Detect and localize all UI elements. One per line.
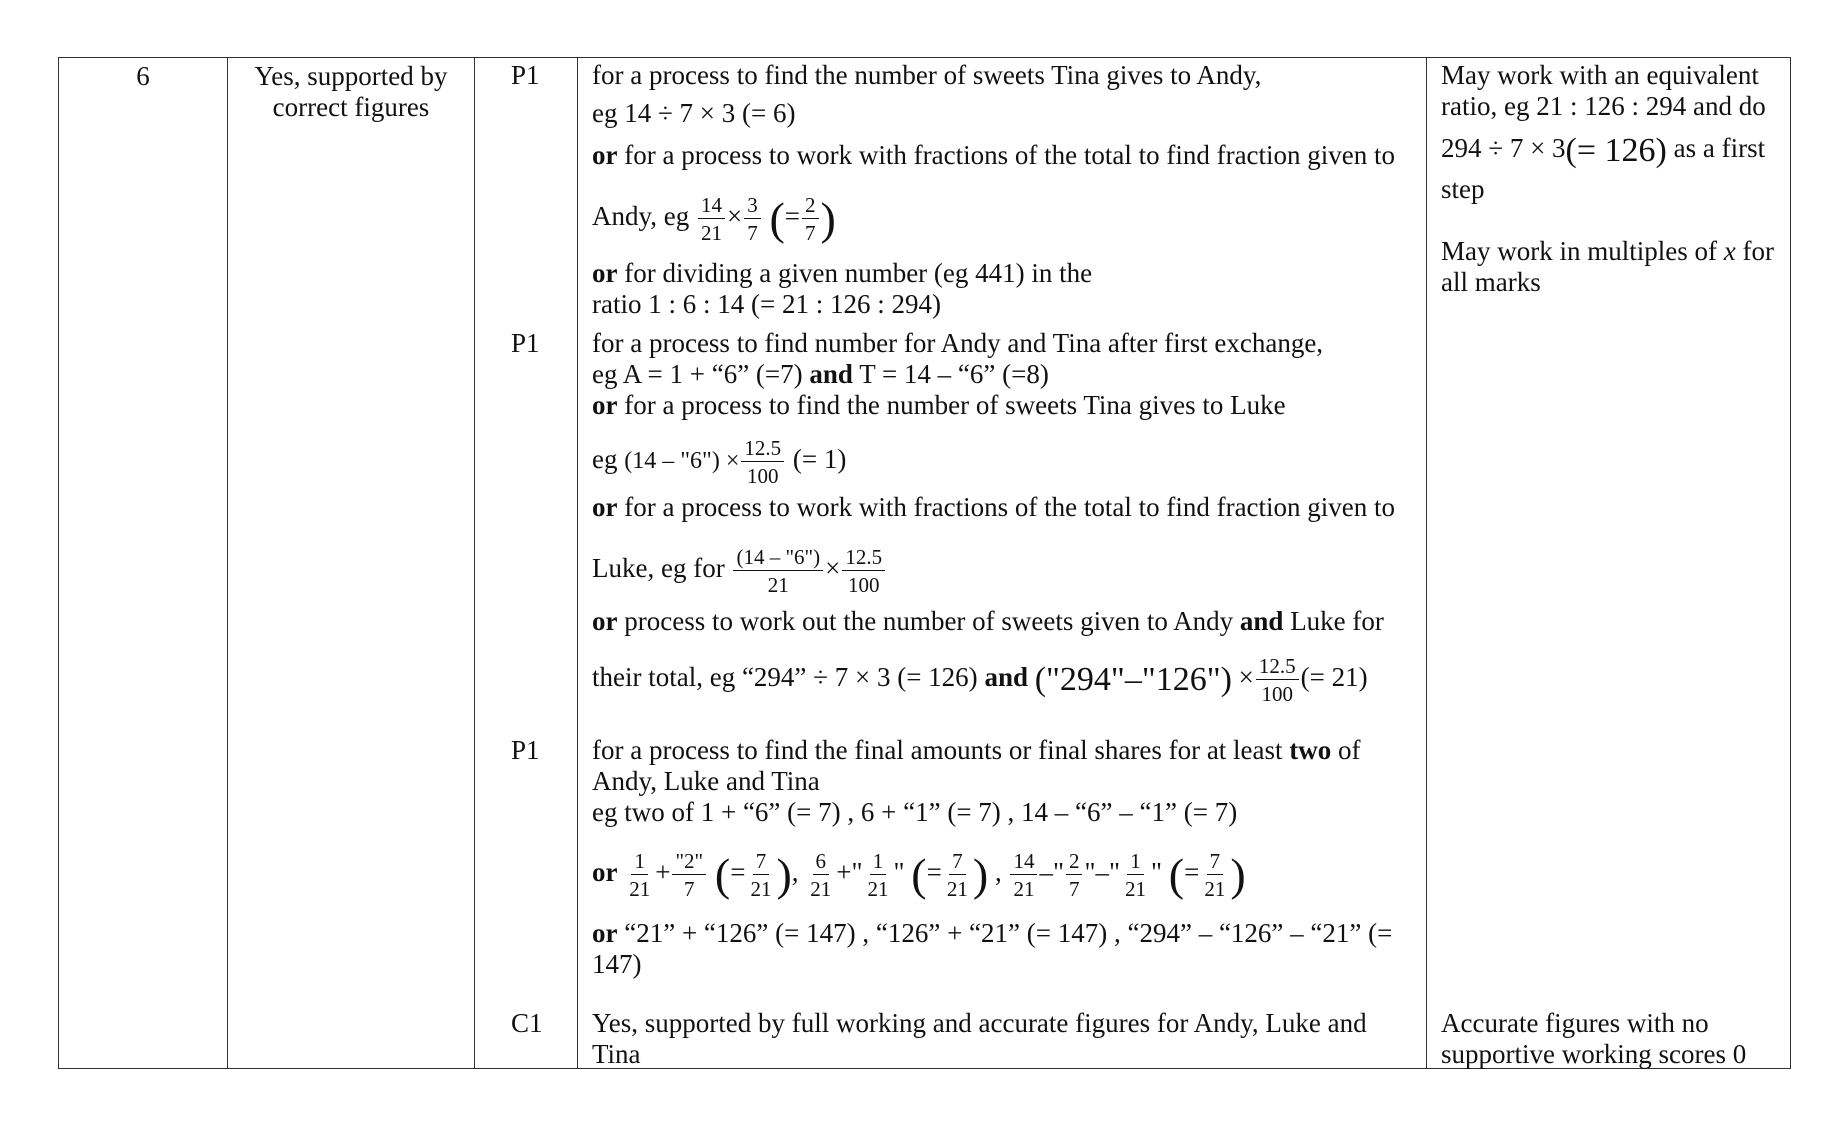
- fraction-denominator: 7: [805, 220, 816, 245]
- note1-line2: ratio, eg 21 : 126 : 294 and do: [1441, 91, 1766, 121]
- p1a-line2: eg 14 ÷ 7 × 3 (= 6): [592, 98, 796, 128]
- fraction-denominator: 7: [747, 220, 758, 245]
- note1-line3: [1441, 128, 1765, 171]
- fraction-numerator: 7: [949, 850, 966, 875]
- note2-line1: [1441, 236, 1774, 267]
- p1b-line5b: Luke for: [1290, 606, 1384, 636]
- right-paren: ): [1230, 848, 1246, 900]
- fraction: [744, 194, 761, 244]
- note2-x: x: [1723, 236, 1736, 266]
- fraction-denominator: 7: [1068, 876, 1080, 901]
- fraction-numerator: 12.5: [741, 437, 784, 462]
- question-number-cell: [59, 58, 228, 1069]
- equals-sign: =: [926, 857, 942, 887]
- p1b-eg: eg: [592, 444, 618, 474]
- plus-sign: +: [655, 857, 671, 887]
- p1a-line3-text: for a process to work with fractions of the total to find fraction given to: [624, 140, 1396, 170]
- fraction-denominator: 21: [1125, 876, 1147, 901]
- fraction-numerator: 6: [813, 850, 830, 875]
- p1a-andy-eg: Andy, eg: [592, 201, 690, 231]
- p1a-or1: or: [592, 140, 618, 170]
- fraction: [672, 850, 706, 900]
- p1c-fraction-expressions: [592, 832, 1246, 912]
- fraction-denominator: 21: [946, 876, 968, 901]
- fraction: [842, 546, 885, 596]
- fraction-denominator: 21: [767, 572, 789, 597]
- p1b-and1: and: [809, 359, 853, 389]
- p1c-line2: Andy, Luke and Tina: [592, 766, 820, 796]
- quote-mark: ": [893, 857, 905, 887]
- p1a-fraction-expression: [592, 176, 836, 256]
- fraction-denominator: 21: [867, 876, 889, 901]
- fraction-denominator: 21: [810, 876, 832, 901]
- right-paren: ): [972, 848, 989, 900]
- fraction-numerator: "2": [672, 850, 706, 875]
- fraction-denominator: 21: [750, 876, 772, 901]
- quote-mark: ": [1151, 857, 1163, 887]
- fraction-numerator: 7: [753, 850, 770, 875]
- table-row: [59, 58, 1791, 1069]
- fraction-denominator: 21: [1013, 876, 1035, 901]
- mark-cell: [475, 58, 578, 1069]
- p1b-expression-2: [592, 530, 887, 606]
- note2-line2: all marks: [1441, 267, 1541, 297]
- fraction: [1256, 655, 1299, 705]
- answer-text: Yes, supported by correct figures: [254, 61, 448, 122]
- left-paren: (: [714, 848, 731, 900]
- fraction-denominator: 21: [629, 876, 651, 901]
- p1a-line5: ratio 1 : 6 : 14 (= 21 : 126 : 294): [592, 289, 941, 319]
- p1b-line4: [592, 492, 1395, 523]
- note2-line1a: May work in multiples of: [1441, 236, 1717, 266]
- minus-quote: "–": [1084, 857, 1121, 887]
- mark-code-p1-second: P1: [511, 328, 540, 358]
- times-sign: ×: [825, 553, 841, 583]
- p1b-line5: [592, 606, 1384, 637]
- left-paren: (: [911, 848, 927, 900]
- note2-line1b: for: [1742, 236, 1774, 266]
- p1b-res1: (= 1): [792, 444, 847, 474]
- fraction: [698, 194, 725, 244]
- p1c-line1a: for a process to find the final amounts or final shares for at least: [592, 735, 1283, 765]
- c1-line1: Yes, supported by full working and accurate figures for Andy, Luke and: [592, 1008, 1367, 1038]
- fraction-numerator: 3: [744, 194, 761, 219]
- note3-line2: supportive working scores 0: [1441, 1039, 1747, 1069]
- right-paren: ): [776, 848, 792, 900]
- note1-result: (= 126): [1565, 131, 1667, 169]
- p1b-line4-text: for a process to work with fractions of the total to find fraction given to: [624, 492, 1396, 522]
- p1b-or1: or: [592, 390, 618, 420]
- mark-code-p1-first: P1: [511, 60, 540, 90]
- fraction: [1201, 850, 1228, 900]
- fraction: [865, 850, 892, 900]
- mark-code-p1-third: P1: [511, 735, 540, 765]
- left-paren: (: [769, 192, 785, 244]
- note1-line1: May work with an equivalent: [1441, 60, 1759, 90]
- fraction-denominator: 100: [847, 572, 880, 597]
- equals-sign: =: [784, 201, 801, 231]
- answer-cell: [228, 58, 475, 1069]
- p1a-line1: for a process to find the number of sweets Tina gives to Andy,: [592, 60, 1262, 90]
- note1-line4: step: [1441, 174, 1485, 204]
- p1b-res2: (= 21): [1300, 662, 1368, 692]
- additional-guidance-cell: [1427, 58, 1791, 1069]
- fraction-denominator: 100: [746, 463, 779, 488]
- p1b-line2: [592, 359, 1049, 390]
- p1b-and2: and: [1239, 606, 1284, 636]
- fraction-numerator: 7: [1207, 850, 1224, 875]
- p1b-or2: or: [592, 492, 618, 522]
- p1a-line3: [592, 140, 1395, 171]
- fraction-numerator: 12.5: [1256, 655, 1299, 680]
- comma: ,: [994, 857, 1002, 887]
- fraction-numerator: 1: [631, 850, 648, 875]
- p1c-line1b: of: [1338, 735, 1361, 765]
- mark-code-c1: C1: [511, 1008, 543, 1038]
- p1b-expr1: (14 – "6") ×: [624, 448, 740, 474]
- p1a-line4: [592, 258, 1092, 289]
- times-sign: ×: [1238, 662, 1254, 692]
- fraction-numerator: (14 – "6"): [733, 546, 823, 571]
- fraction: [747, 850, 774, 900]
- fraction-numerator: 12.5: [842, 546, 885, 571]
- p1b-expression-1: [592, 424, 846, 494]
- c1-line2: Tina: [592, 1039, 641, 1069]
- fraction: [741, 437, 784, 487]
- p1b-line5a: process to work out the number of sweets given to Andy: [624, 606, 1234, 636]
- p1c-line3: eg two of 1 + “6” (= 7) , 6 + “1” (= 7) , 14 – “6” – “1” (= 7): [592, 797, 1238, 827]
- p1a-line4-text: for dividing a given number (eg 441) in the: [624, 258, 1093, 288]
- p1c-or2: or: [592, 918, 618, 948]
- fraction: [1066, 850, 1083, 900]
- p1b-line6a: their total, eg “294” ÷ 7 × 3 (= 126): [592, 662, 978, 692]
- fraction: [802, 194, 819, 244]
- equals-sign: =: [1184, 857, 1200, 887]
- fraction: [733, 546, 823, 596]
- p1c-line6: 147): [592, 949, 642, 979]
- p1b-line6: [592, 640, 1368, 714]
- comma: ,: [791, 857, 799, 887]
- fraction-numerator: 14: [698, 194, 725, 219]
- p1b-line3: [592, 390, 1286, 421]
- fraction-denominator: 21: [700, 220, 722, 245]
- p1c-line5-text: “21” + “126” (= 147) , “126” + “21” (= 147) , “294” – “126” – “21” (=: [624, 918, 1393, 948]
- p1b-line1: for a process to find number for Andy and Tina after first exchange,: [592, 328, 1324, 358]
- p1c-or1: or: [592, 857, 618, 887]
- note1-line3c: as a first: [1673, 133, 1766, 163]
- p1b-expr2: ("294"–"126"): [1034, 660, 1232, 698]
- fraction-numerator: 1: [870, 850, 887, 875]
- p1b-line2b: T = 14 – “6” (=8): [859, 359, 1049, 389]
- fraction-denominator: 21: [1204, 876, 1226, 901]
- equals-sign: =: [730, 857, 746, 887]
- p1c-line5: [592, 918, 1392, 949]
- minus-quote: –": [1039, 857, 1064, 887]
- fraction: [807, 850, 834, 900]
- p1a-or2: or: [592, 258, 618, 288]
- p1b-luke-eg: Luke, eg for: [592, 553, 725, 583]
- fraction-numerator: 2: [1066, 850, 1083, 875]
- note3-line1: Accurate figures with no: [1441, 1008, 1709, 1038]
- fraction-numerator: 1: [1127, 850, 1144, 875]
- times-sign: ×: [726, 201, 743, 231]
- p1c-line1: [592, 735, 1361, 766]
- fraction: [1122, 850, 1149, 900]
- p1c-two: two: [1289, 735, 1332, 765]
- left-paren: (: [1168, 848, 1185, 900]
- fraction-numerator: 2: [802, 194, 819, 219]
- fraction-denominator: 7: [684, 876, 695, 901]
- fraction: [626, 850, 653, 900]
- fraction-denominator: 100: [1261, 681, 1294, 706]
- question-number: 6: [136, 61, 150, 91]
- right-paren: ): [820, 192, 836, 244]
- note1-expr: 294 ÷ 7 × 3: [1441, 133, 1566, 163]
- fraction: [1010, 850, 1037, 900]
- plus-quote: +": [836, 857, 863, 887]
- p1b-line2a: eg A = 1 + “6” (=7): [592, 359, 803, 389]
- p1b-or3: or: [592, 606, 618, 636]
- fraction-numerator: 14: [1010, 850, 1037, 875]
- p1b-line3-text: for a process to find the number of sweets Tina gives to Luke: [624, 390, 1286, 420]
- p1b-and3: and: [984, 662, 1028, 692]
- fraction: [944, 850, 971, 900]
